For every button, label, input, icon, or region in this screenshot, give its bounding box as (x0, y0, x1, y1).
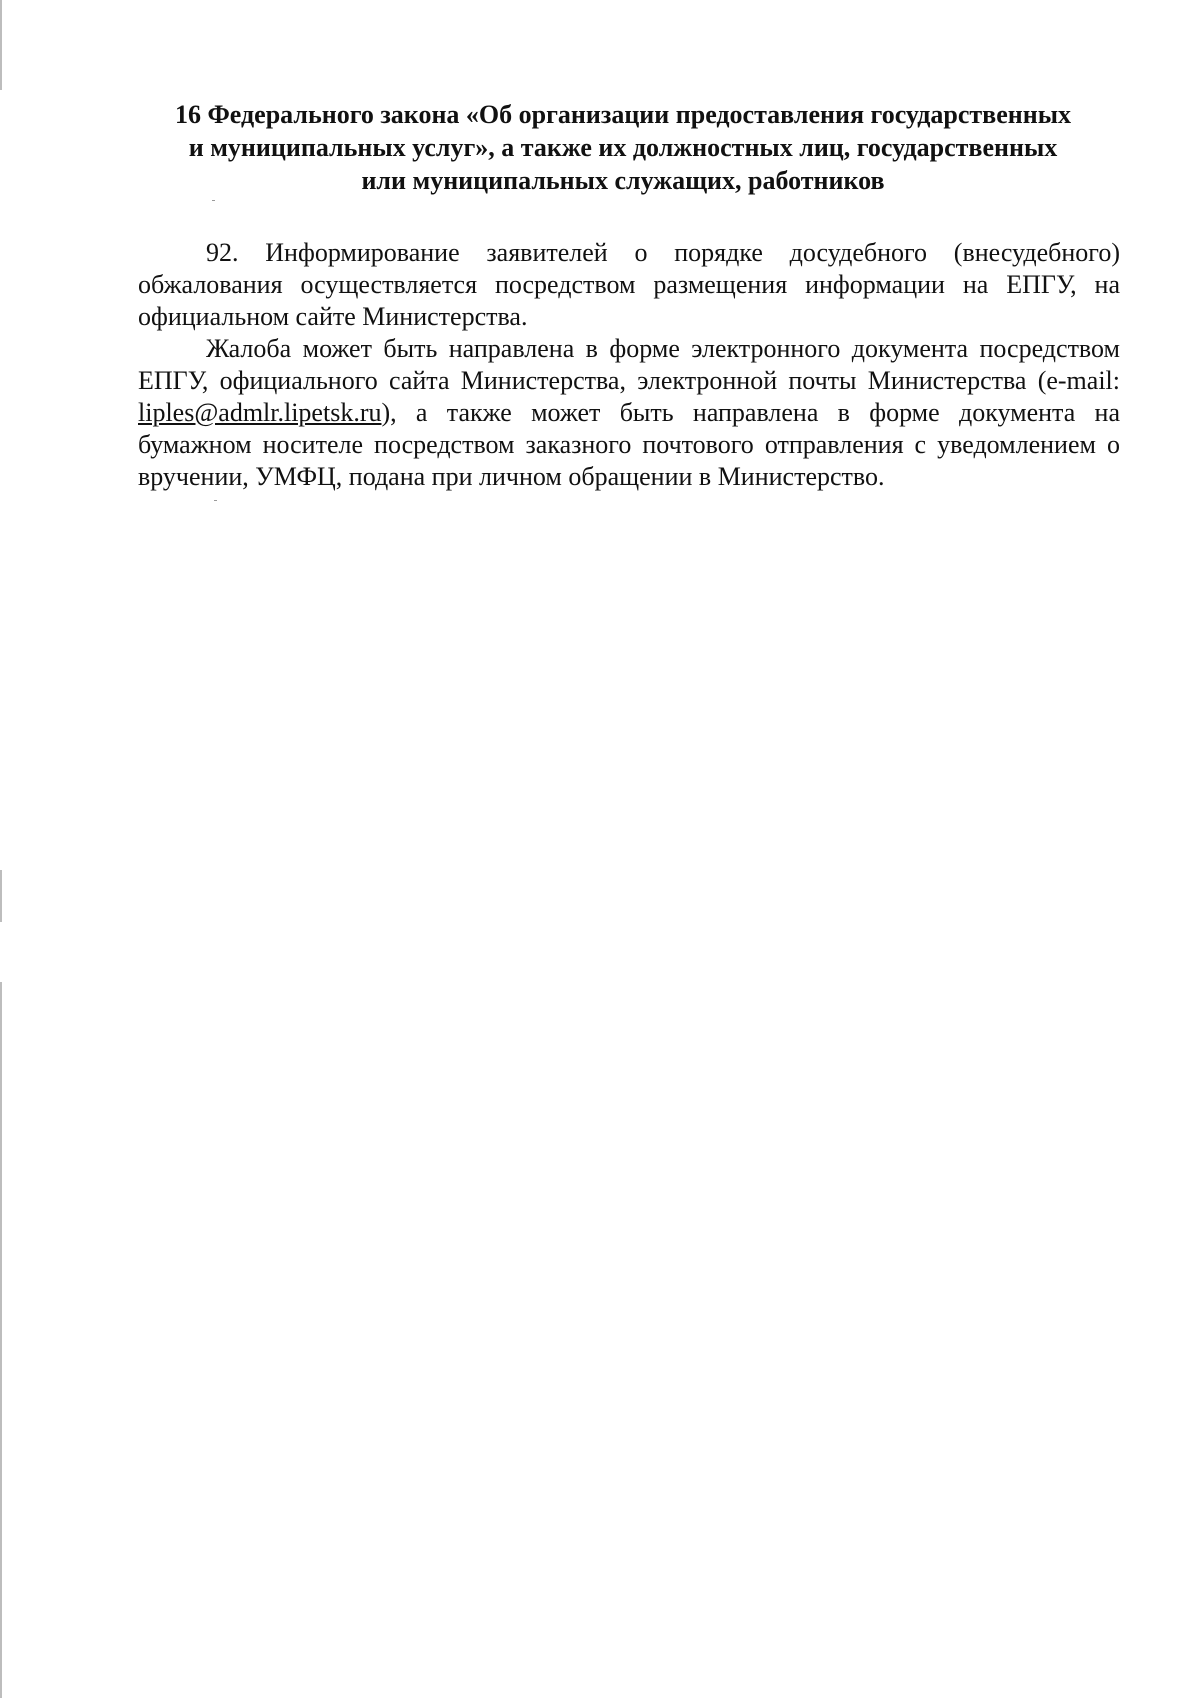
paragraph-92: 92. Информирование заявителей о порядке досудебного (внесудебного) обжалования осуществляется посредством размещения информации на ЕПГУ, на официальном сайте Министерства. (138, 238, 1120, 331)
scan-edge-mark (0, 0, 2, 90)
body-text (138, 237, 1120, 493)
scan-edge-mark (0, 982, 2, 1698)
email-link[interactable]: liples@admlr.lipetsk.ru (138, 398, 382, 427)
heading-line-2: и муниципальных услуг», а также их должностных лиц, государственных (188, 133, 1058, 162)
scan-speck (212, 200, 215, 201)
complaint-text-start: Жалоба может быть направлена в форме электронного документа посредством ЕПГУ, официального сайта Министерства, электронной почты Министерства (e-mail: (138, 334, 1120, 395)
heading-line-1: 16 Федерального закона «Об организации предоставления государственных (174, 100, 1072, 129)
scan-edge-mark (0, 870, 2, 922)
paragraph-complaint (138, 333, 1120, 493)
complaint-text-end: ), а также может быть направлена в форме документа на бумажном носителе посредством заказного почтового отправления с уведомлением о вручении, УМФЦ, подана при личном обращении в Министерство. (138, 398, 1120, 491)
section-heading (128, 98, 1118, 197)
heading-line-3: или муниципальных служащих, работников (361, 166, 885, 195)
scan-speck (214, 500, 217, 501)
